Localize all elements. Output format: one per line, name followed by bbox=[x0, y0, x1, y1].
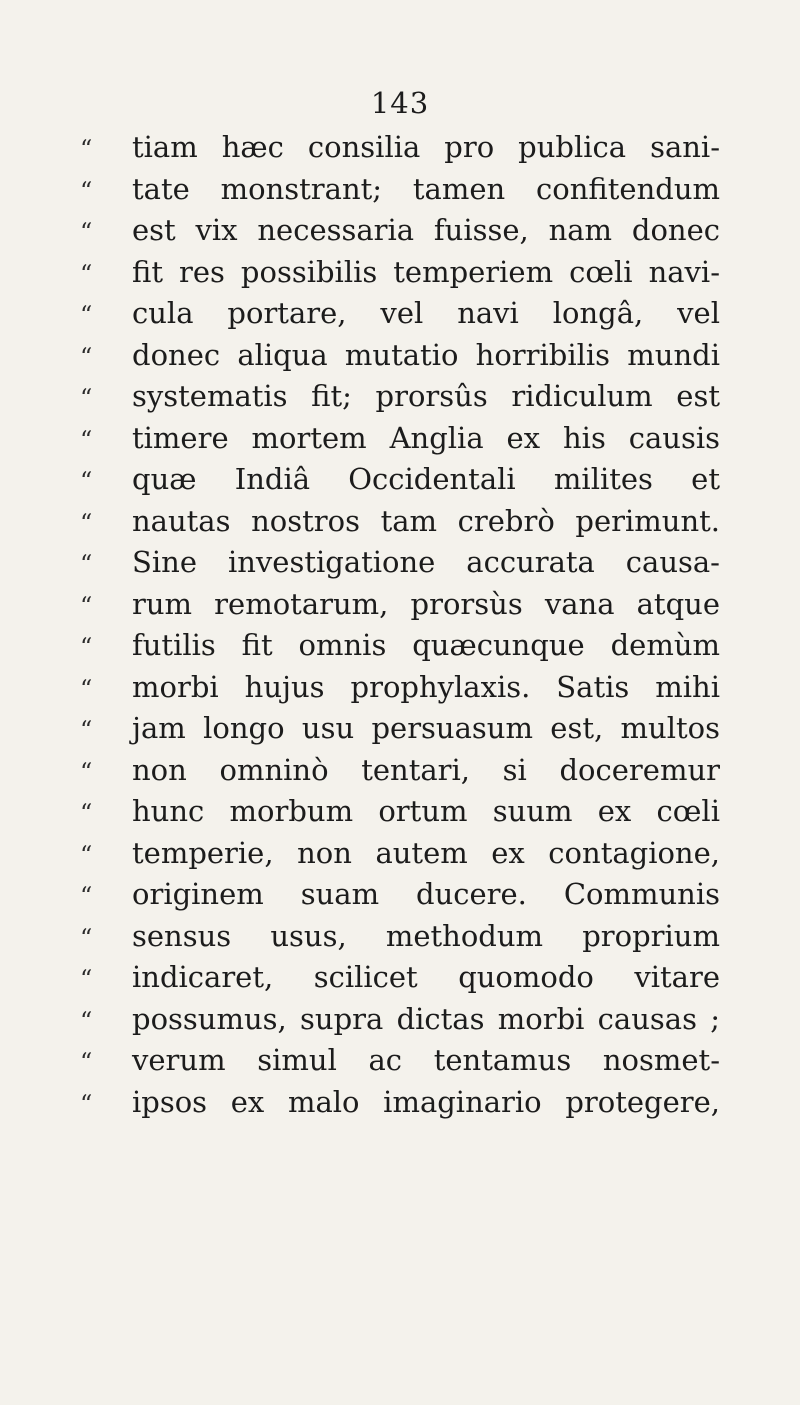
quote-mark: “ bbox=[80, 633, 93, 661]
quote-mark: “ bbox=[80, 799, 93, 827]
line-text: tiam hæc consilia pro publica sani- bbox=[132, 130, 720, 164]
line-text: futilis fit omnis quæcunque demùm bbox=[132, 628, 720, 662]
text-line bbox=[80, 877, 720, 919]
quote-mark: “ bbox=[80, 591, 93, 620]
quote-mark: “ bbox=[80, 301, 93, 329]
line-text: sensus usus, methodum proprium bbox=[132, 918, 720, 953]
line-text: quæ Indiâ Occidentali milites et bbox=[132, 462, 720, 496]
quote-mark: “ bbox=[80, 550, 93, 578]
text-line bbox=[80, 836, 720, 878]
quote-mark: “ bbox=[80, 965, 93, 993]
line-text: tate monstrant; tamen confitendum bbox=[132, 171, 720, 206]
text-line bbox=[80, 338, 720, 380]
text-line bbox=[80, 421, 720, 463]
line-text: fit res possibilis temperiem cœli navi- bbox=[132, 254, 720, 289]
text-line bbox=[80, 960, 720, 1002]
text-line bbox=[80, 172, 720, 214]
quote-mark: “ bbox=[80, 716, 93, 744]
quote-mark: “ bbox=[80, 840, 93, 869]
text-line bbox=[80, 587, 720, 629]
line-text: non omninò tentari, si doceremur bbox=[132, 752, 720, 787]
line-text: jam longo usu persuasum est, multos bbox=[132, 711, 720, 745]
quote-mark: “ bbox=[80, 135, 93, 163]
quote-mark: “ bbox=[80, 176, 93, 205]
quote-mark: “ bbox=[80, 923, 93, 952]
line-text: rum remotarum, prorsùs vana atque bbox=[132, 586, 720, 621]
quote-mark: “ bbox=[80, 757, 93, 786]
text-line bbox=[80, 462, 720, 504]
line-text: morbi hujus prophylaxis. Satis mihi bbox=[132, 669, 720, 704]
quote-mark: “ bbox=[80, 384, 93, 412]
text-line bbox=[80, 1085, 720, 1127]
text-line bbox=[80, 794, 720, 836]
page-number: 143 bbox=[370, 86, 430, 120]
line-text: Sine investigatione accurata causa- bbox=[132, 545, 720, 579]
line-text: donec aliqua mutatio horribilis mundi bbox=[132, 337, 720, 372]
quote-mark: “ bbox=[80, 218, 93, 246]
text-block bbox=[80, 130, 720, 1126]
line-text: hunc morbum ortum suum ex cœli bbox=[132, 794, 720, 828]
line-text: timere mortem Anglia ex his causis bbox=[132, 420, 720, 455]
line-text: nautas nostros tam crebrò perimunt. bbox=[132, 503, 720, 538]
quote-mark: “ bbox=[80, 425, 93, 454]
text-line bbox=[80, 628, 720, 670]
quote-mark: “ bbox=[80, 674, 93, 703]
text-line bbox=[80, 255, 720, 297]
text-line bbox=[80, 1002, 720, 1044]
text-line bbox=[80, 130, 720, 172]
text-line bbox=[80, 545, 720, 587]
quote-mark: “ bbox=[80, 882, 93, 910]
quote-mark: “ bbox=[80, 259, 93, 288]
text-line bbox=[80, 753, 720, 795]
quote-mark: “ bbox=[80, 1006, 93, 1035]
line-text: est vix necessaria fuisse, nam donec bbox=[132, 213, 720, 247]
quote-mark: “ bbox=[80, 508, 93, 537]
text-line bbox=[80, 213, 720, 255]
line-text: systematis fit; prorsûs ridiculum est bbox=[132, 379, 720, 413]
line-text: verum simul ac tentamus nosmet- bbox=[132, 1043, 720, 1077]
text-line bbox=[80, 919, 720, 961]
line-text: indicaret, scilicet quomodo vitare bbox=[132, 960, 720, 994]
line-text: originem suam ducere. Communis bbox=[132, 877, 720, 911]
text-line bbox=[80, 504, 720, 546]
text-line bbox=[80, 711, 720, 753]
quote-mark: “ bbox=[80, 1048, 93, 1076]
quote-mark: “ bbox=[80, 342, 93, 371]
line-text: possumus, supra dictas morbi causas ; bbox=[132, 1001, 720, 1036]
quote-mark: “ bbox=[80, 467, 93, 495]
quote-mark: “ bbox=[80, 1089, 93, 1118]
line-text: ipsos ex malo imaginario protegere, bbox=[132, 1084, 720, 1119]
text-line bbox=[80, 670, 720, 712]
text-line bbox=[80, 379, 720, 421]
line-text: temperie, non autem ex contagione, bbox=[132, 835, 720, 870]
text-line bbox=[80, 1043, 720, 1085]
line-text: cula portare, vel navi longâ, vel bbox=[132, 296, 720, 330]
text-line bbox=[80, 296, 720, 338]
